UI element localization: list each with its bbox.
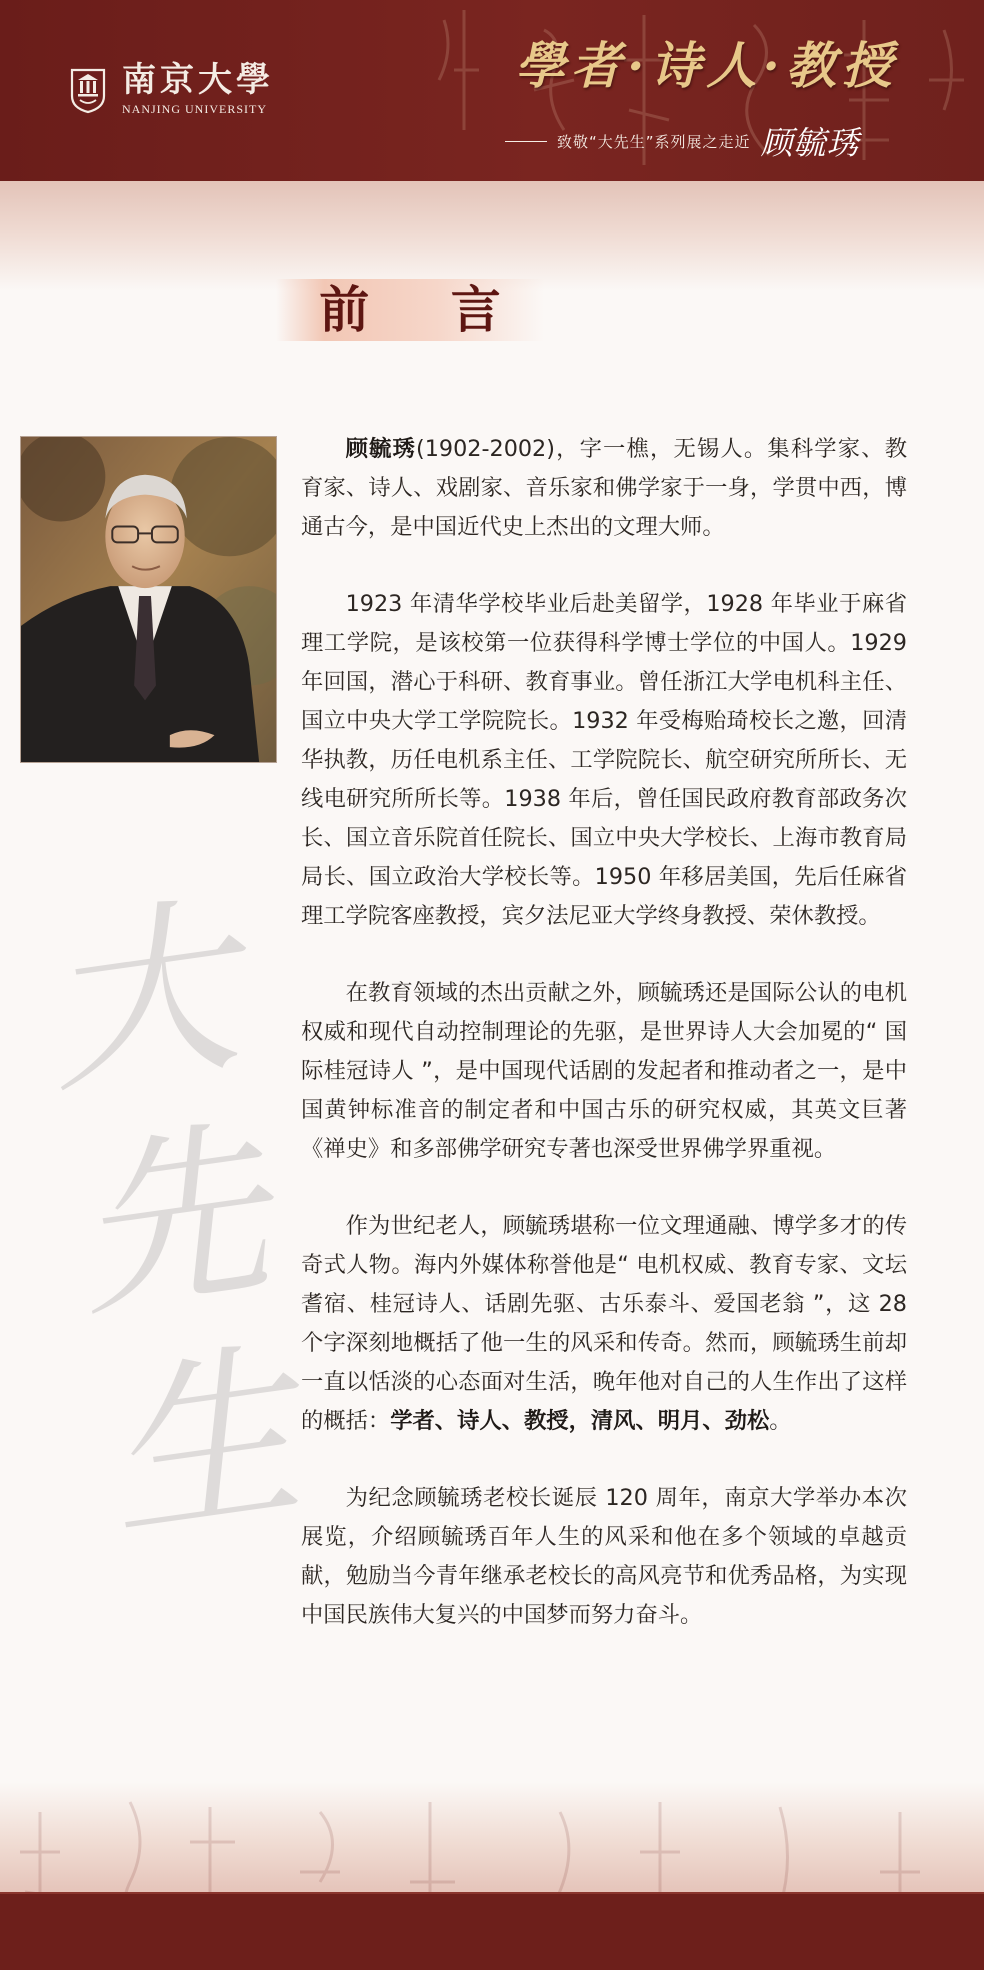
- header-banner: [0, 0, 984, 181]
- section-heading: 前 言: [319, 280, 533, 339]
- paragraph-3: 在教育领域的杰出贡献之外，顾毓琇还是国际公认的电机权威和现代自动控制理论的先驱，是世界诗人大会加冕的“ 国际桂冠诗人 ”，是中国现代话剧的发起者和推动者之一，是中国黄钟标准音的制定者和中国古乐的研究权威，其英文巨著《禅史》和多部佛学研究专著也深受世界佛学界重视。: [301, 980, 907, 1162]
- logo-english-name: NANJING UNIVERSITY: [122, 102, 267, 116]
- signature-name: 顾毓琇: [760, 124, 860, 162]
- exhibition-subtitle: [505, 118, 860, 164]
- university-seal-icon: [68, 66, 108, 114]
- top-gradient-band: [0, 181, 984, 291]
- university-logo[interactable]: [68, 62, 274, 117]
- paragraph-1-text: (1902-2002)，字一樵，无锡人。集科学家、教育家、诗人、戏剧家、音乐家和佛学家于一身，学贯中西，博通古今，是中国近代史上杰出的文理大师。: [301, 436, 907, 540]
- section-heading-box: [276, 279, 544, 341]
- paragraph-1: [301, 430, 907, 547]
- footer-bar: [0, 1892, 984, 1970]
- paragraph-5: 为纪念顾毓琇老校长诞辰 120 周年，南京大学举办本次展览，介绍顾毓琇百年人生的风采和他在多个领域的卓越贡献，勉励当今青年继承老校长的高风亮节和优秀品格，为实现中国民族伟大复兴的中国梦而努力奋斗。: [301, 1485, 907, 1628]
- paragraph-2: 1923 年清华学校毕业后赴美留学，1928 年毕业于麻省理工学院，是该校第一位获得科学博士学位的中国人。1929 年回国，潜心于科研、教育事业。曾任浙江大学电机科主任、国立中央大学工学院院长。1932 年受梅贻琦校长之邀，回清华执教，历任电机系主任、工学院院长、航空研究所所长、无线电研究所所长等。1938 年后，曾任国民政府教育部政务次长、国立音乐院首任院长、国立中央大学校长、上海市教育局局长、国立政治大学校长等。1950 年移居美国，先后任麻省理工学院客座教授，宾夕法尼亚大学终身教授、荣休教授。: [301, 591, 907, 929]
- watermark-text: 大先生: [30, 875, 312, 1567]
- portrait-photo: [20, 436, 277, 763]
- motto-bold: 学者、诗人、教授，清风、明月、劲松: [390, 1408, 770, 1434]
- paragraph-4-text: 作为世纪老人，顾毓琇堪称一位文理通融、博学多才的传奇式人物。海内外媒体称誉他是“ 电机权威、教育专家、文坛耆宿、桂冠诗人、话剧先驱、古乐泰斗、爱国老翁 ”，这 28 个字深刻地概括了他一生的风采和传奇。然而，顾毓琇生前却一直以恬淡的心态面对生活，晚年他对自己的人生作出了这样的概括：: [301, 1213, 907, 1434]
- subject-name: 顾毓琇: [345, 436, 417, 462]
- exhibition-title: 學者·诗人·教授: [515, 36, 898, 95]
- subtitle-dash: [505, 141, 547, 142]
- logo-chinese-name: 南京大學: [122, 60, 274, 100]
- preface-content: [301, 430, 907, 1673]
- paragraph-4-end: 。: [769, 1408, 792, 1434]
- paragraph-4: [301, 1207, 907, 1441]
- subtitle-text: 致敬“大先生”系列展之走近: [557, 132, 751, 151]
